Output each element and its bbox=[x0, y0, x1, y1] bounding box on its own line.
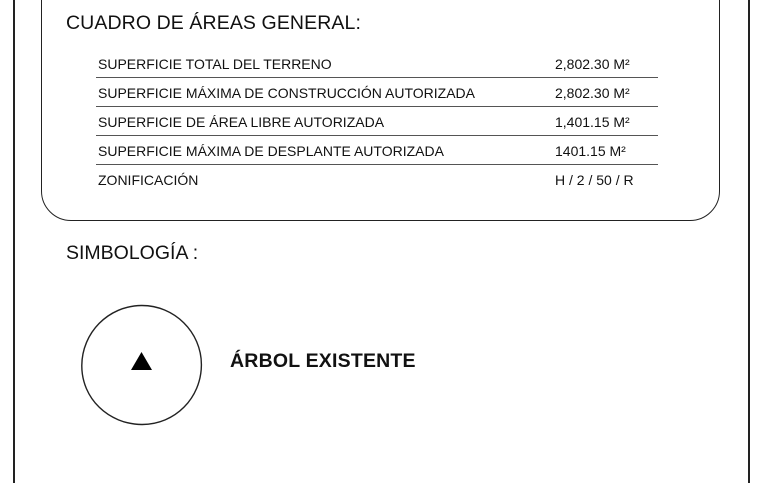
row-value: 2,802.30 M² bbox=[555, 56, 630, 72]
row-label: SUPERFICIE MÁXIMA DE CONSTRUCCIÓN AUTORIZADA bbox=[98, 85, 476, 101]
areas-row-total-land bbox=[96, 49, 658, 78]
row-value: 2,802.30 M² bbox=[555, 85, 630, 101]
areas-table-title: CUADRO DE ÁREAS GENERAL: bbox=[66, 12, 361, 34]
areas-row-max-footprint bbox=[96, 136, 658, 165]
areas-row-zoning bbox=[96, 165, 658, 194]
row-value: 1,401.15 M² bbox=[555, 114, 630, 130]
areas-row-free-area bbox=[96, 107, 658, 136]
row-value: H / 2 / 50 / R bbox=[555, 172, 634, 188]
sheet-border-left bbox=[13, 0, 15, 483]
legend-item-label: ÁRBOL EXISTENTE bbox=[230, 350, 416, 372]
legend-title: SIMBOLOGÍA : bbox=[66, 242, 199, 264]
areas-row-max-construction bbox=[96, 78, 658, 107]
tree-icon bbox=[80, 304, 203, 426]
sheet-border-right bbox=[748, 0, 750, 483]
row-label: SUPERFICIE MÁXIMA DE DESPLANTE AUTORIZADA bbox=[98, 143, 444, 159]
row-label: ZONIFICACIÓN bbox=[98, 172, 199, 188]
row-value: 1401.15 M² bbox=[555, 143, 626, 159]
row-label: SUPERFICIE TOTAL DEL TERRENO bbox=[98, 56, 332, 72]
areas-table bbox=[96, 49, 658, 194]
row-label: SUPERFICIE DE ÁREA LIBRE AUTORIZADA bbox=[98, 114, 385, 130]
